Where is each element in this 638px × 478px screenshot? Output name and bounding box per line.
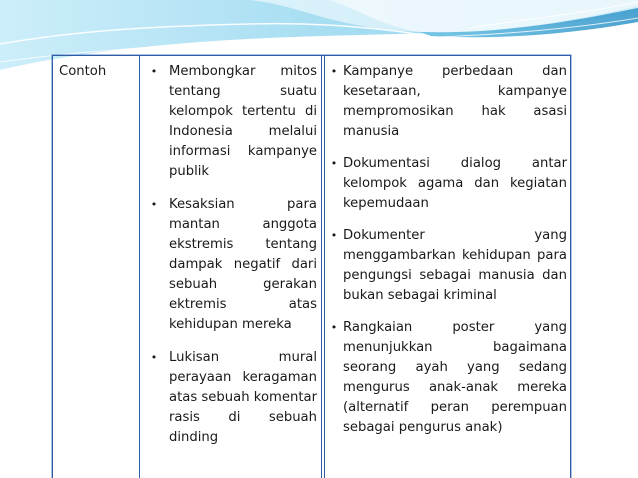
list-item-text: Dokumenter yang menggambarkan kehidupan para pengungsi sebagai manusia dan bukan sebagai kriminal [343, 228, 567, 303]
bullet-icon: • [150, 198, 158, 211]
column-2 [325, 62, 569, 450]
row-label: Contoh [59, 64, 107, 79]
list-item-text: Kesaksian para mantan anggota ekstremis tentang dampak negatif dari sebuah gerakan ektremis atas kehidupan mereka [169, 197, 317, 332]
bullet-icon: • [330, 157, 338, 170]
list-item [139, 62, 319, 182]
column-1 [139, 62, 319, 461]
list-item [325, 62, 569, 142]
bullet-icon: • [330, 321, 338, 334]
list-item-text: Rangkaian poster yang menunjukkan bagaimana seorang ayah yang sedang mengurus anak-anak mereka (alternatif peran perempuan sebagai pengurus anak) [343, 320, 567, 435]
list-item-text: Lukisan mural perayaan keragaman atas sebuah komentar rasis di sebuah dinding [169, 350, 317, 445]
bullet-icon: • [330, 229, 338, 242]
bullet-icon: • [330, 65, 338, 78]
list-item [139, 348, 319, 448]
list-item-text: Kampanye perbedaan dan kesetaraan, kampanye mempromosikan hak asasi manusia [343, 64, 567, 139]
list-item-text: Dokumentasi dialog antar kelompok agama dan kegiatan kepemudaan [343, 156, 567, 211]
bullet-icon: • [150, 351, 158, 364]
content-table [52, 55, 571, 478]
list-item [139, 195, 319, 335]
list-item-text: Membongkar mitos tentang suatu kelompok tertentu di Indonesia melalui informasi kampanye publik [169, 64, 317, 179]
list-item [325, 318, 569, 438]
bullet-icon: • [150, 65, 158, 78]
list-item [325, 226, 569, 306]
list-item [325, 154, 569, 214]
column-divider-2 [321, 56, 322, 478]
